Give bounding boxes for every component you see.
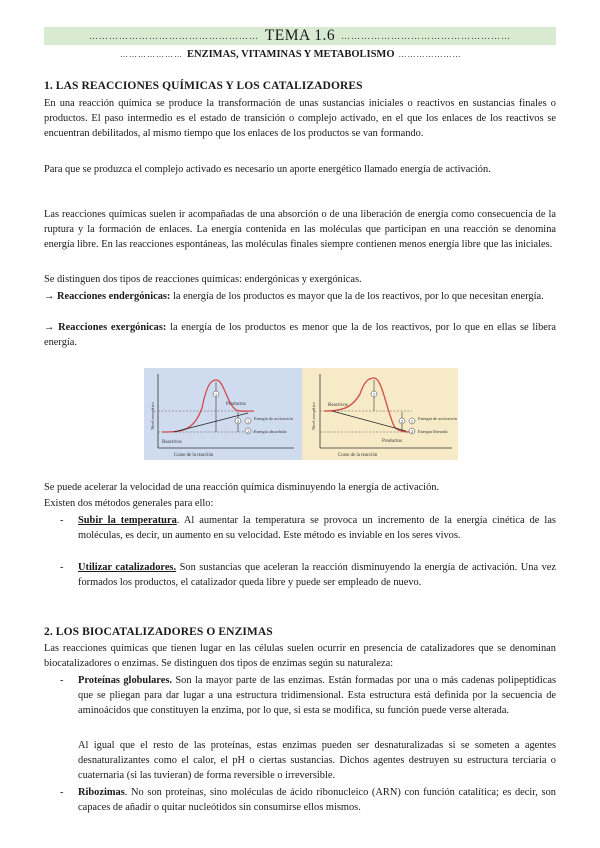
right-marker-1: 1 — [373, 392, 375, 397]
section1-paragraph-3: Las reacciones químicas suelen ir acompañadas de una absorción o de una liberación de energía como consecuencia de la ruptura y la formación de enlaces. La energía contenida en las moléculas que participan en una reacción se denomina energía libre. En las reacciones espontáneas, las moléculas finales siempre contienen menos energía libre que las iniciales. — [44, 209, 556, 251]
section1-heading: 1. LAS REACCIONES QUÍMICAS Y LOS CATALIZADORES — [44, 80, 363, 92]
exergonic-diagram-svg — [302, 368, 458, 460]
left-marker-2: 2 — [237, 419, 239, 424]
exergonic-text: la energía de los productos es menor que la de los reactivos, por lo que en ellas se libera energía. — [44, 322, 556, 349]
left-legend-marker-1: 1 — [247, 419, 249, 424]
methods-intro-1: Se puede acelerar la velocidad de una reacción química disminuyendo la energía de activación. — [44, 482, 440, 493]
endergonic-diagram-svg — [144, 368, 302, 460]
endergonic-paragraph — [44, 289, 556, 304]
left-products-label: Productos — [226, 402, 246, 407]
reaction-energy-figure — [144, 368, 458, 460]
catalysts-label: Utilizar catalizadores. — [78, 562, 177, 573]
ribozymes-label: Ribozimas — [78, 787, 125, 798]
section1-paragraph-1: En una reacción química se produce la transformación de unas sustancias iniciales o reactivos en sustancias finales o productos. El paso intermedio es el estado de transición o complejo activado, en el que los enlaces de los reactivos se encuentran debilitados, al mismo tiempo que los enlaces de los productos se van formando. — [44, 98, 556, 140]
list-item-ribozymes — [60, 785, 556, 815]
right-legend-marker-1: 1 — [411, 419, 413, 424]
page-title: TEMA 1.6 — [264, 27, 336, 44]
globular-proteins-text: Son la mayor parte de las enzimas. Están formadas por una o más cadenas polipeptídicas que se pliegan para dar lugar a una estructura tridimensional. Esta estructura está definida por la secuencia de aminoácidos que constituyen la enzima, por lo que, si esta se modifica, su función puede verse alterada. — [78, 675, 556, 717]
left-xaxis-label: Curso de la reacción — [174, 453, 214, 458]
globular-proteins-paragraph-2 — [60, 738, 556, 784]
subtitle-dots-right: ………………… — [398, 50, 462, 59]
left-legend-marker-2: 2 — [247, 429, 249, 434]
section1-paragraph-2: Para que se produzca el complejo activado es necesario un aporte energético llamado energía de activación. — [44, 164, 491, 175]
left-yaxis-label: Nivel energético — [150, 402, 155, 430]
endergonic-text: la energía de los productos es mayor que la de los reactivos, por lo que necesitan energía. — [170, 291, 544, 302]
title-dots-right: …………………………………………… — [341, 31, 512, 41]
right-reactants-label: Reactivos — [328, 403, 348, 408]
right-legend-activation: Energía de activación — [418, 416, 457, 421]
section1-paragraph-4: Se distinguen dos tipos de reacciones químicas: endergónicas y exergónicas. — [44, 274, 362, 285]
left-marker-1: 1 — [215, 392, 217, 397]
left-reactants-label: Reactivos — [162, 440, 182, 445]
globular-proteins-p2: Al igual que el resto de las proteínas, estas enzimas pueden ser desnaturalizadas si se someten a agentes desnaturalizantes como el calor, el pH o ciertas sustancias. Dichos agentes destruyen su estructura terciaria o cuaternaria (si las tuvieran) de forma reversible o irreversible. — [78, 740, 556, 782]
subtitle-text: ENZIMAS, VITAMINAS Y METABOLISMO — [187, 49, 395, 60]
temperature-text: . Al aumentar la temperatura se provoca un incremento de la energía cinética de las moléculas, es decir, un aumento en su velocidad. Este método es inviable en los seres vivos. — [78, 515, 556, 542]
subtitle-dots-left: ………………… — [120, 50, 183, 59]
list-dash: - — [60, 515, 64, 526]
list-dash: - — [60, 562, 64, 573]
list-item-catalysts — [60, 560, 556, 590]
globular-proteins-label: Proteínas globulares. — [78, 675, 172, 686]
right-legend-marker-2: 2 — [411, 429, 413, 434]
left-legend-activation — [254, 416, 294, 421]
list-dash: - — [60, 787, 64, 798]
left-legend-activation-text: Energía de activación — [254, 416, 293, 421]
endergonic-diagram — [144, 368, 302, 460]
endergonic-label: → Reacciones endergónicas: — [44, 291, 171, 302]
section2-paragraph-1: Las reacciones químicas que tienen lugar en las células suelen ocurrir en presencia de catalizadores que se denominan biocatalizadores o enzimas. Se distinguen dos tipos de enzimas según su naturaleza: — [44, 643, 556, 670]
left-legend-absorbed: Energía absorbida — [254, 429, 287, 434]
right-yaxis-label: Nivel energético — [311, 402, 316, 430]
ribozymes-text: . No son proteínas, sino moléculas de ácido ribonucleico (ARN) con función catalítica; es decir, son capaces de añadir o quitar nucleótidos sin consumirse ellos mismos. — [78, 787, 556, 814]
temperature-label: Subir la temperatura — [78, 515, 177, 526]
right-legend-released: Energía liberada — [418, 429, 448, 434]
exergonic-label: → Reacciones exergónicas: — [44, 322, 167, 333]
catalysts-text: Son sustancias que aceleran la reacción disminuyendo la energía de activación. Una vez formados los productos, el catalizador queda libre y puede ser empleado de nuevo. — [78, 562, 556, 589]
title-bar — [44, 27, 556, 45]
section2-heading: 2. LOS BIOCATALIZADORES O ENZIMAS — [44, 626, 273, 638]
right-products-label: Productos — [382, 439, 402, 444]
methods-intro-2: Existen dos métodos generales para ello: — [44, 498, 214, 509]
exergonic-diagram — [302, 368, 458, 460]
right-marker-2: 2 — [401, 419, 403, 424]
list-item-globular-proteins — [60, 673, 556, 719]
list-item-temperature — [60, 513, 556, 543]
list-dash: - — [60, 675, 64, 686]
page-subtitle — [120, 49, 520, 60]
title-dots-left: …………………………………………… — [88, 31, 259, 41]
exergonic-paragraph — [44, 320, 556, 350]
right-xaxis-label: Curso de la reacción — [338, 453, 378, 458]
